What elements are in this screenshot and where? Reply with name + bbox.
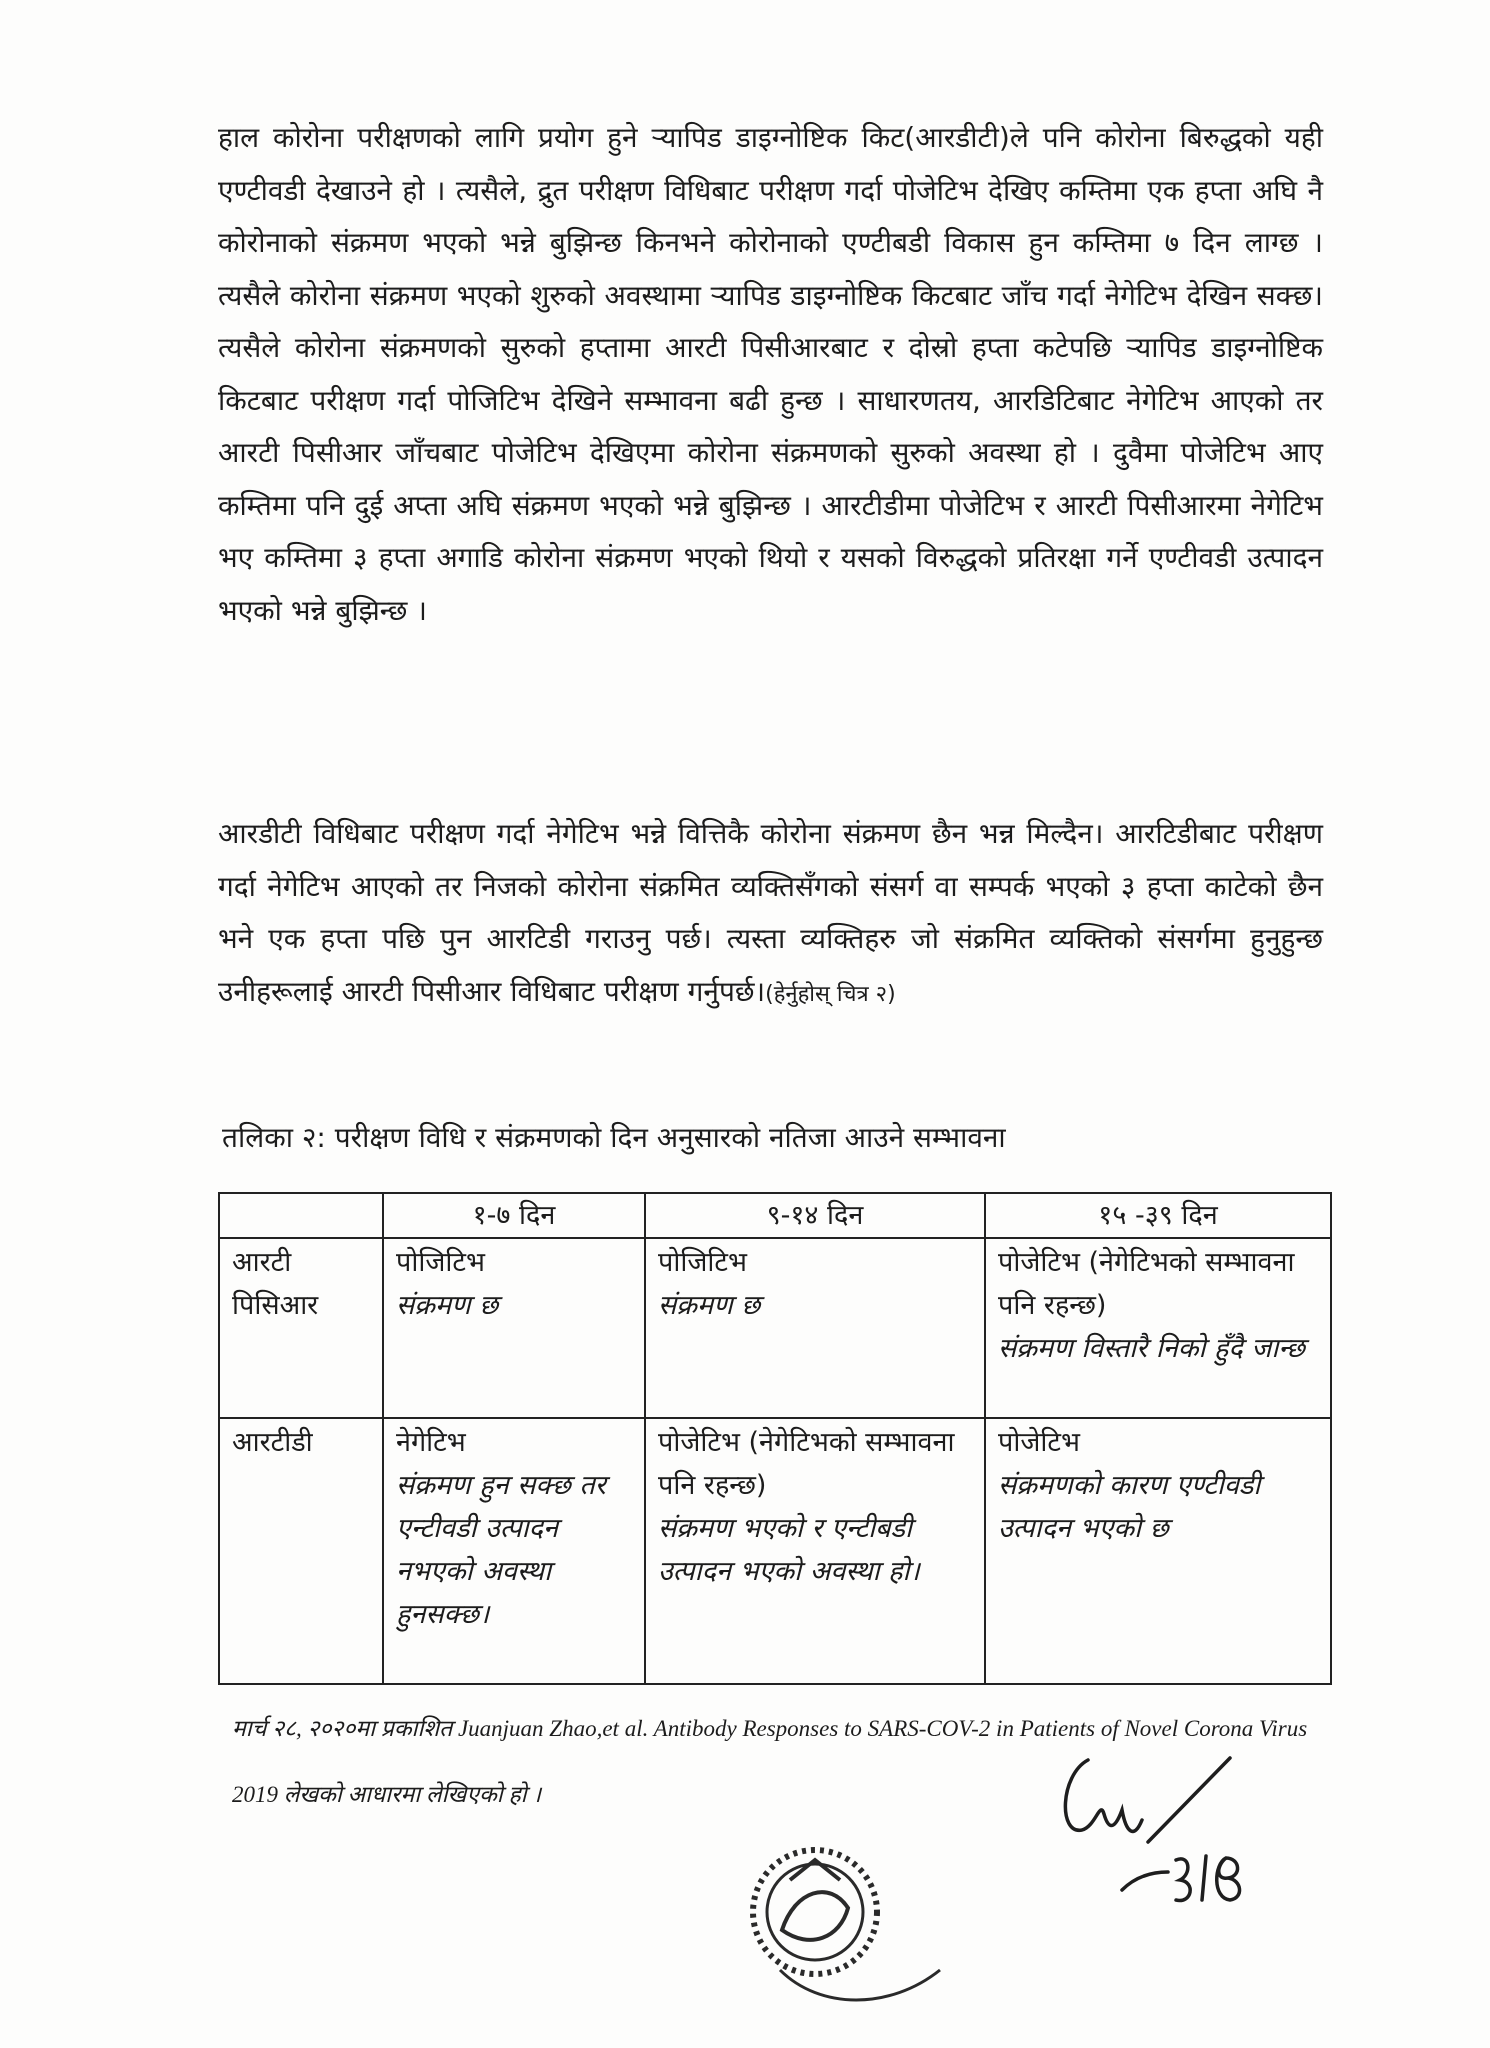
cell-note: संक्रमण छ [396,1290,499,1321]
header-days-9-14: ९-१४ दिन [645,1193,985,1238]
cell-status: पोजिटिभ [658,1247,747,1278]
header-days-1-7: १-७ दिन [383,1193,645,1238]
row-method: आरटी पिसिआर [219,1238,383,1418]
table-cell [383,1238,645,1418]
table-cell [383,1418,645,1684]
cell-status: पोजिटिभ [396,1247,485,1278]
paragraph-2-text: आरडीटी विधिबाट परीक्षण गर्दा नेगेटिभ भन्ने वित्तिकै कोरोना संक्रमण छैन भन्न मिल्दैन। आरटिडीबाट परीक्षण गर्दा नेगेटिभ आएको तर निजको कोरोना संक्रमित व्यक्तिसँगको संसर्ग वा सम्पर्क भएको ३ हप्ता काटेको छैन भने एक हप्ता पछि पुन आरटिडी गराउनु पर्छ। त्यस्ता व्यक्तिहरु जो संक्रमित व्यक्तिको संसर्गमा हुनुहुन्छ उनीहरूलाई आरटी पिसीआर विधिबाट परीक्षण गर्नुपर्छ। [218,817,1323,1008]
table-caption: तलिका २: परीक्षण विधि र संक्रमणको दिन अनुसारको नतिजा आउने सम्भावना [222,1121,1006,1154]
cell-note: संक्रमणको कारण एण्टीवडी उत्पादन भएको छ [998,1470,1261,1544]
cell-status: पोजेटिभ [998,1427,1080,1458]
cell-note: संक्रमण विस्तारै निको हुँदै जान्छ [998,1333,1305,1364]
body-paragraph-2 [218,808,1323,1021]
cell-note: संक्रमण हुन सक्छ तर एन्टीवडी उत्पादन नभएको अवस्था हुनसक्छ। [396,1470,606,1630]
table-row [219,1238,1331,1418]
cell-status: पोजेटिभ (नेगेटिभको सम्भावना पनि रहन्छ) [658,1427,955,1501]
cell-note: संक्रमण छ [658,1290,761,1321]
header-empty [219,1193,383,1238]
cell-status: पोजेटिभ (नेगेटिभको सम्भावना पनि रहन्छ) [998,1247,1295,1321]
header-days-15-39: १५ -३९ दिन [985,1193,1331,1238]
table-cell [985,1238,1331,1418]
table-cell [645,1238,985,1418]
ministry-seal [720,1820,960,2042]
source-note: मार्च २८, २०२०मा प्रकाशित Juanjuan Zhao,et al. Antibody Responses to SARS-COV-2 in Patients of Novel Corona Virus 2019 लेखको आधारमा लेखिएको हो । [232,1716,1308,1807]
signature [1030,1740,1260,1910]
table-cell [985,1418,1331,1684]
table-header-row [219,1193,1331,1238]
row-method: आरटीडी [219,1418,383,1684]
cell-status: नेगेटिभ [396,1427,466,1458]
results-table [218,1192,1332,1685]
table-row [219,1418,1331,1684]
body-paragraph-1: हाल कोरोना परीक्षणको लागि प्रयोग हुने र्‍यापिड डाइग्नोष्टिक किट(आरडीटी)ले पनि कोरोना बिरुद्धको यही एण्टीवडी देखाउने हो । त्यसैले, द्रुत परीक्षण विधिबाट परीक्षण गर्दा पोजेटिभ देखिए कम्तिमा एक हप्ता अघि नै कोरोनाको संक्रमण भएको भन्ने बुझिन्छ किनभने कोरोनाको एण्टीबडी विकास हुन कम्तिमा ७ दिन लाग्छ । त्यसैले कोरोना संक्रमण भएको शुरुको अवस्थामा र्‍यापिड डाइग्नोष्टिक किटबाट जाँच गर्दा नेगेटिभ देखिन सक्छ। त्यसैले कोरोना संक्रमणको सुरुको हप्तामा आरटी पिसीआरबाट र दोस्रो हप्ता कटेपछि र्‍यापिड डाइग्नोष्टिक किटबाट परीक्षण गर्दा पोजिटिभ देखिने सम्भावना बढी हुन्छ । साधारणतय, आरडिटिबाट नेगेटिभ आएको तर आरटी पिसीआर जाँचबाट पोजेटिभ देखिएमा कोरोना संक्रमणको सुरुको अवस्था हो । दुवैमा पोजेटिभ आए कम्तिमा पनि दुई अप्ता अघि संक्रमण भएको भन्ने बुझिन्छ । आरटीडीमा पोजेटिभ र आरटी पिसीआरमा नेगेटिभ भए कम्तिमा ३ हप्ता अगाडि कोरोना संक्रमण भएको थियो र यसको विरुद्धको प्रतिरक्षा गर्ने एण्टीवडी उत्पादन भएको भन्ने बुझिन्छ । [218,121,1323,627]
table-cell [645,1418,985,1684]
cell-note: संक्रमण भएको र एन्टीबडी उत्पादन भएको अवस्था हो। [658,1513,920,1587]
figure-reference: (हेर्नुहोस् चित्र २) [765,981,896,1007]
